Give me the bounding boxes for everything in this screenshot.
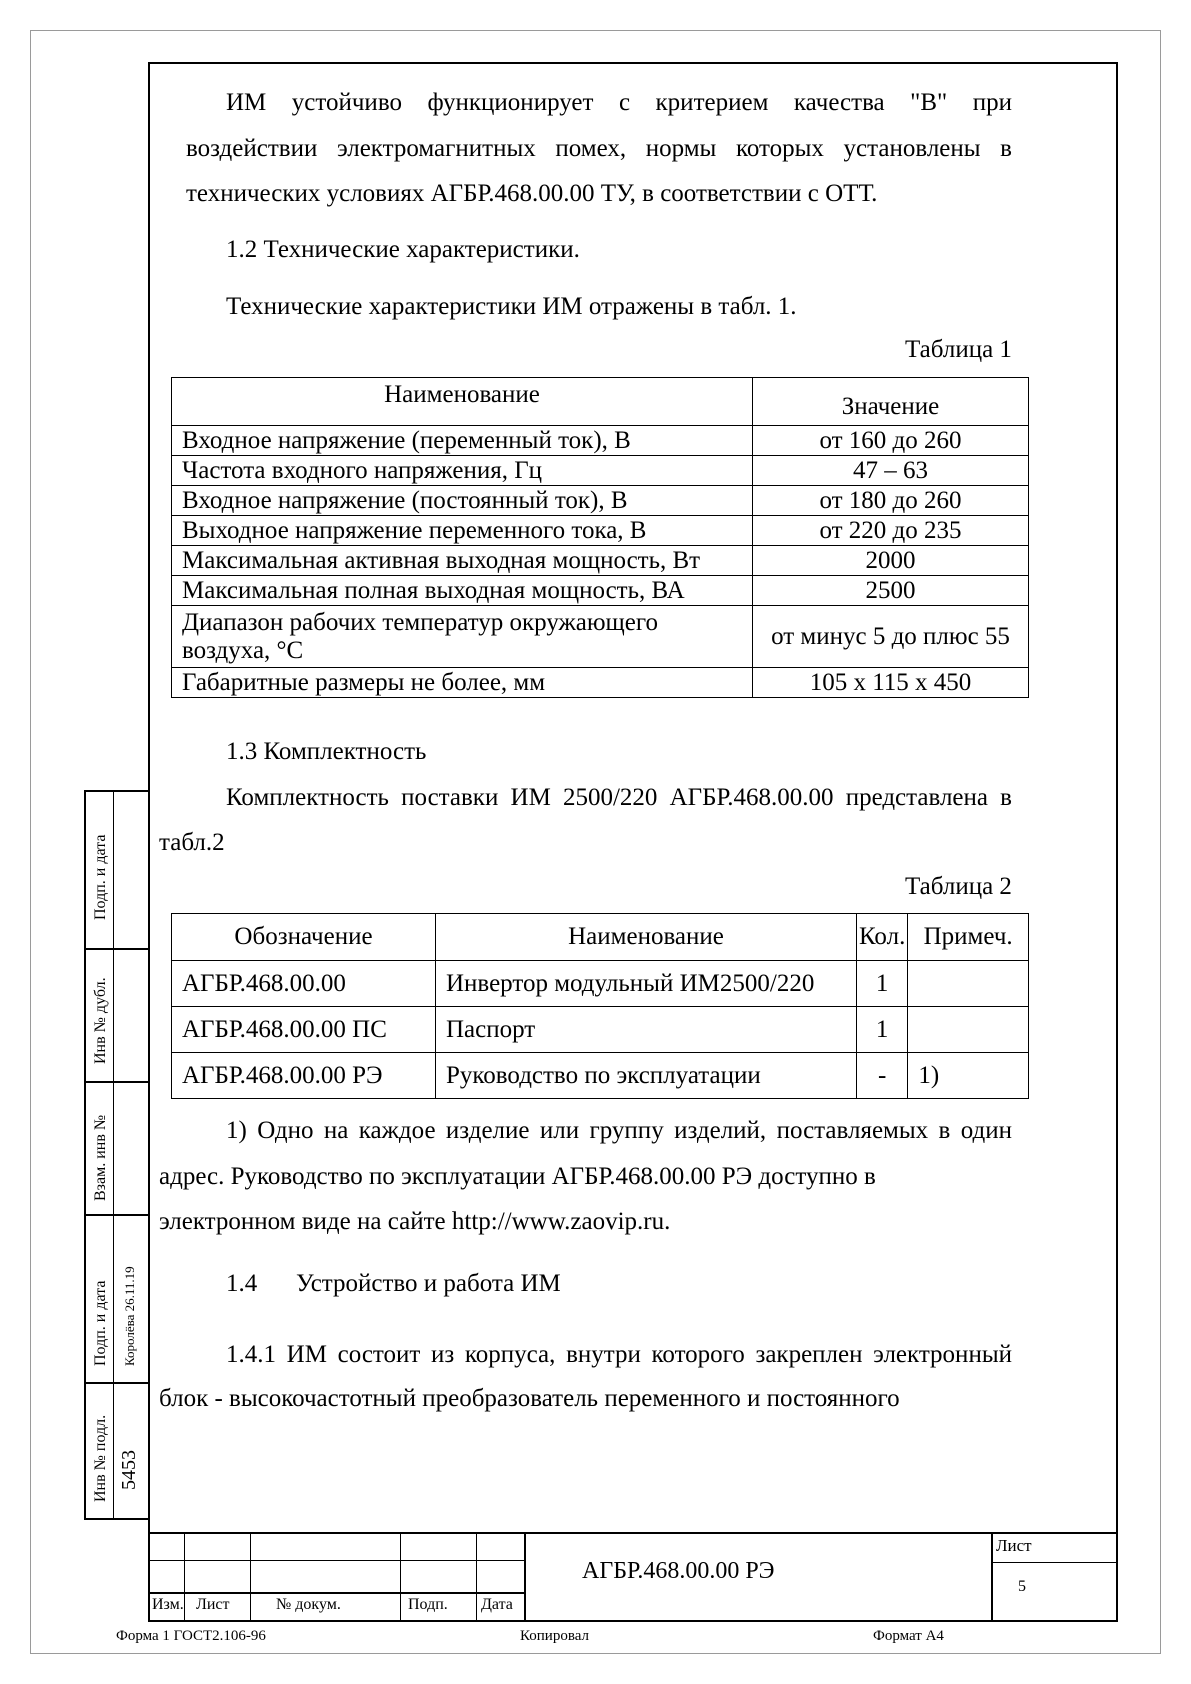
- inv-podl-value: 5453: [118, 1450, 140, 1490]
- side-label-podp-data-1: Подп. и дата: [92, 834, 109, 920]
- table1-cell-value: от 180 до 260: [753, 486, 1029, 516]
- tb-sheet-label: Лист: [996, 1536, 1032, 1555]
- para-1-4-1-line1: 1.4.1 ИМ состоит из корпуса, внутри которого закреплен электронный: [226, 1341, 1012, 1368]
- tb-data-label: Дата: [481, 1596, 513, 1613]
- table1-cell-name: Диапазон рабочих температур окружающего воздуха, °С: [172, 606, 753, 668]
- table-row: [172, 426, 1029, 456]
- table2-header-row: [172, 914, 1029, 961]
- table2-cell-qty: 1: [857, 1007, 908, 1053]
- table-row: [172, 606, 1029, 668]
- table-row: [172, 961, 1029, 1007]
- para1-line3: технических условиях АГБР.468.00.00 ТУ, в соответствии с ОТТ.: [186, 180, 878, 207]
- table-row: [172, 1053, 1029, 1099]
- section-1-4-heading: Устройство и работа ИМ: [296, 1270, 561, 1297]
- table1-header-value: Значение: [753, 378, 1029, 426]
- table2-cell-designation: АГБР.468.00.00: [172, 961, 436, 1007]
- table1-intro: Технические характеристики ИМ отражены в табл. 1.: [226, 293, 797, 320]
- table2-cell-name: Руководство по эксплуатации: [436, 1053, 857, 1099]
- footer-form: Форма 1 ГОСТ2.106-96: [116, 1628, 266, 1644]
- table-row: [172, 516, 1029, 546]
- table1-cell-name: Максимальная полная выходная мощность, ВА: [172, 576, 753, 606]
- table1-cell-value: от 220 до 235: [753, 516, 1029, 546]
- table2-header-name: Наименование: [436, 914, 857, 961]
- tb-designation: АГБР.468.00.00 РЭ: [582, 1558, 775, 1584]
- section-1-4-number: 1.4: [226, 1270, 258, 1297]
- footnote-line3: электронном виде на сайте http://www.zaovip.ru.: [159, 1208, 671, 1235]
- table1-cell-value: от минус 5 до плюс 55: [753, 606, 1029, 668]
- table2-cell-qty: -: [857, 1053, 908, 1099]
- side-label-podp-data-2: Подп. и дата: [92, 1280, 109, 1366]
- table2-intro-line1: Комплектность поставки ИМ 2500/220 АГБР.468.00.00 представлена в: [226, 784, 1012, 811]
- para-1-4-1-line2: блок - высокочастотный преобразователь переменного и постоянного: [159, 1385, 900, 1412]
- para1-line1: ИМ устойчиво функционирует с критерием качества "В" при: [226, 89, 1012, 116]
- table2-cell-note: [908, 961, 1029, 1007]
- side-label-inv-podl: Инв № подл.: [92, 1414, 109, 1502]
- footer-format: Формат А4: [873, 1628, 944, 1644]
- side-label-vzam-inv: Взам. инв №: [92, 1114, 109, 1201]
- table1-cell-name: Максимальная активная выходная мощность, Вт: [172, 546, 753, 576]
- table2-cell-note: [908, 1007, 1029, 1053]
- table1-header-row: [172, 378, 1029, 426]
- table-row: [172, 546, 1029, 576]
- section-1-3-heading: 1.3 Комплектность: [226, 738, 427, 765]
- table1-cell-value: 47 – 63: [753, 456, 1029, 486]
- table1-cell-name: Входное напряжение (переменный ток), В: [172, 426, 753, 456]
- table-row: [172, 486, 1029, 516]
- tb-doc-no-label: № докум.: [276, 1596, 341, 1613]
- section-1-2-heading: 1.2 Технические характеристики.: [226, 236, 580, 263]
- table-row: [172, 668, 1029, 698]
- title-block: [148, 1536, 1118, 1622]
- table2-caption: Таблица 2: [905, 873, 1012, 900]
- table2-intro-line2: табл.2: [159, 829, 225, 856]
- footer-copied: Копировал: [520, 1628, 589, 1644]
- table2: [171, 913, 1029, 1099]
- table-row: [172, 456, 1029, 486]
- table2-header-qty: Кол.: [857, 914, 908, 961]
- table2-cell-name: Паспорт: [436, 1007, 857, 1053]
- table1-cell-value: 2500: [753, 576, 1029, 606]
- table2-cell-note: 1): [908, 1053, 1029, 1099]
- side-stamp-inv-podl: [84, 1382, 148, 1520]
- footnote-line2: адрес. Руководство по эксплуатации АГБР.468.00.00 РЭ доступно в: [159, 1163, 876, 1190]
- para1-line2: воздействии электромагнитных помех, нормы которых установлены в: [186, 135, 1012, 162]
- tb-izm-label: Изм.: [152, 1596, 184, 1613]
- table2-cell-designation: АГБР.468.00.00 РЭ: [172, 1053, 436, 1099]
- table2-cell-name: Инвертор модульный ИМ2500/220: [436, 961, 857, 1007]
- signature: Королёва 26.11.19: [122, 1266, 137, 1366]
- table-row: [172, 1007, 1029, 1053]
- table1-cell-name: Выходное напряжение переменного тока, В: [172, 516, 753, 546]
- tb-sheet-number: 5: [1018, 1578, 1026, 1595]
- table1-header-name: Наименование: [172, 378, 753, 426]
- table2-header-designation: Обозначение: [172, 914, 436, 961]
- table1-cell-value: от 160 до 260: [753, 426, 1029, 456]
- table1-cell-value: 105 х 115 х 450: [753, 668, 1029, 698]
- table1: [171, 377, 1029, 698]
- table-row: [172, 576, 1029, 606]
- footnote-line1: 1) Одно на каждое изделие или группу изделий, поставляемых в один: [226, 1117, 1012, 1144]
- side-label-inv-dubl: Инв № дубл.: [92, 977, 109, 1064]
- side-stamp-vzam-inv: [84, 1081, 148, 1216]
- table1-cell-name: Габаритные размеры не более, мм: [172, 668, 753, 698]
- side-stamp-podp-data-2: [84, 1214, 148, 1384]
- side-stamp-inv-dubl: [84, 948, 148, 1083]
- table1-cell-name: Частота входного напряжения, Гц: [172, 456, 753, 486]
- table1-cell-value: 2000: [753, 546, 1029, 576]
- table1-cell-name: Входное напряжение (постоянный ток), В: [172, 486, 753, 516]
- side-stamp-podp-data-1: [84, 790, 148, 950]
- table2-cell-designation: АГБР.468.00.00 ПС: [172, 1007, 436, 1053]
- table1-caption: Таблица 1: [905, 336, 1012, 363]
- table2-cell-qty: 1: [857, 961, 908, 1007]
- table2-header-note: Примеч.: [908, 914, 1029, 961]
- tb-list-label: Лист: [196, 1596, 230, 1613]
- tb-podp-label: Подп.: [408, 1596, 448, 1613]
